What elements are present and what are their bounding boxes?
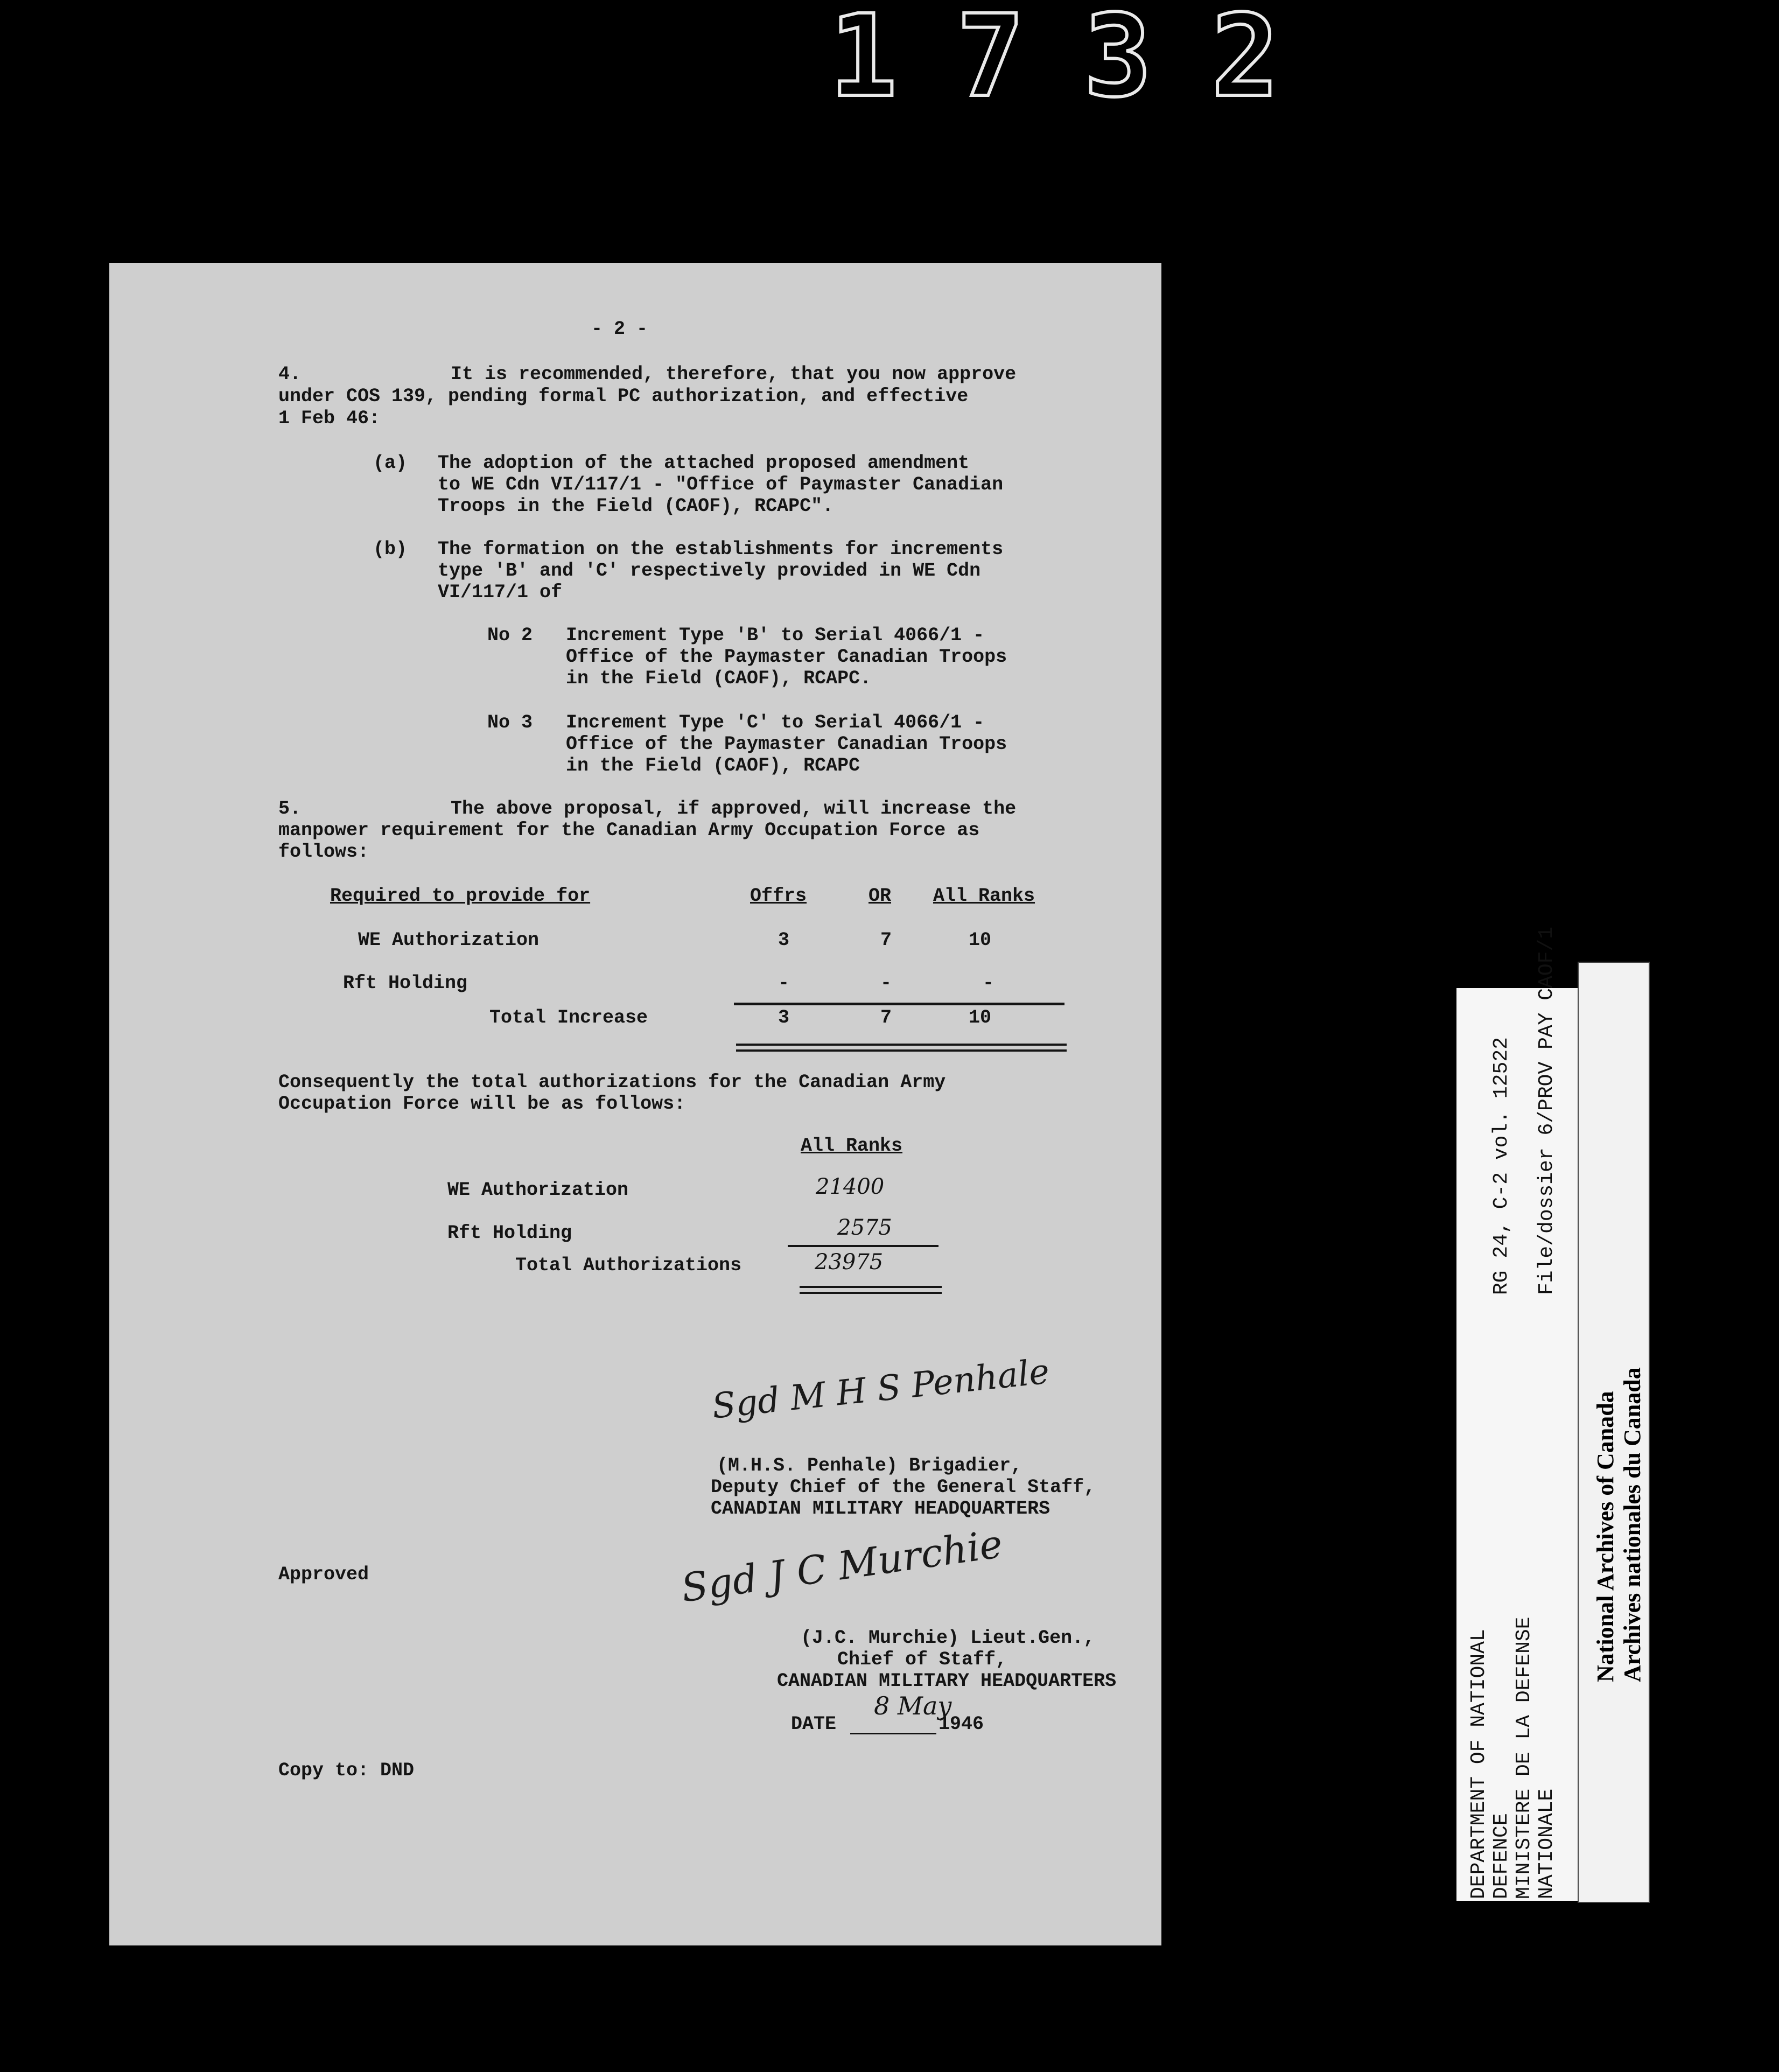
archives-label <box>1578 962 1650 1903</box>
increment-2-line: in the Field (CAOF), RCAPC. <box>566 668 872 689</box>
item-a-line: The adoption of the attached proposed amendment <box>438 452 970 474</box>
page-marker: - 2 - <box>591 318 648 340</box>
table-total-offrs: 3 <box>778 1007 790 1028</box>
para5-number: 5. <box>278 798 302 820</box>
item-b-label: (b) <box>373 538 408 560</box>
table-cell-or: - <box>880 972 892 994</box>
increment-3-label: No 3 <box>487 712 533 733</box>
item-b-line: The formation on the establishments for increments <box>438 538 1004 560</box>
consequently-line: Occupation Force will be as follows: <box>278 1093 686 1115</box>
reference-label <box>1456 926 1578 1901</box>
increment-2-line: Office of the Paymaster Canadian Troops <box>566 646 1007 668</box>
table-cell-offrs: 3 <box>778 929 790 951</box>
date-handwritten: 8 May <box>874 1691 952 1720</box>
totals-total-label: Total Authorizations <box>515 1255 742 1276</box>
para4-line: It is recommended, therefore, that you now approve <box>451 363 1017 385</box>
table-total-double-rule <box>736 1049 1067 1052</box>
handwritten-signature-penhale: Sgd M H S Penhale <box>710 1352 1052 1427</box>
para4-number: 4. <box>278 363 302 385</box>
signature2-hq: CANADIAN MILITARY HEADQUARTERS <box>777 1670 1117 1692</box>
para5-line: The above proposal, if approved, will increase the <box>451 798 1017 820</box>
item-a-line: to WE Cdn VI/117/1 - "Office of Paymaster Canadian <box>438 474 1004 495</box>
table-total-double-rule <box>736 1044 1067 1046</box>
para5-line: follows: <box>278 841 369 863</box>
totals-row-label: WE Authorization <box>447 1179 629 1201</box>
table-cell-offrs: - <box>778 972 790 994</box>
signature2-name: (J.C. Murchie) Lieut.Gen., <box>801 1627 1095 1649</box>
signature1-hq: CANADIAN MILITARY HEADQUARTERS <box>711 1498 1050 1520</box>
document-page <box>109 263 1161 1945</box>
increase-table-header-label: Required to provide for <box>330 885 591 907</box>
table-total-label: Total Increase <box>489 1007 648 1028</box>
signature1-name: (M.H.S. Penhale) Brigadier, <box>717 1455 1022 1476</box>
date-label: DATE <box>791 1713 837 1735</box>
totals-total-value: 23975 <box>815 1250 884 1275</box>
increase-table-header-or: OR <box>869 885 892 907</box>
department-en-line2: DEFENCE <box>1490 1813 1513 1899</box>
item-b-line: VI/117/1 of <box>438 582 563 603</box>
table-total-or: 7 <box>880 1007 892 1028</box>
table-row-label: Rft Holding <box>343 972 468 994</box>
department-fr-line2: NATIONALE <box>1535 1788 1558 1899</box>
increase-table-header-all: All Ranks <box>933 885 1035 907</box>
signature1-title: Deputy Chief of the General Staff, <box>711 1476 1096 1498</box>
archives-name-en: National Archives of Canada <box>1592 1391 1619 1682</box>
totals-row-value: 21400 <box>816 1174 885 1199</box>
increase-table-header-offrs: Offrs <box>750 885 807 907</box>
increment-3-line: Increment Type 'C' to Serial 4066/1 - <box>566 712 985 733</box>
table-cell-or: 7 <box>880 929 892 951</box>
table-row-label: WE Authorization <box>358 929 540 951</box>
table-total-all: 10 <box>969 1007 992 1028</box>
signature2-title: Chief of Staff, <box>837 1649 1007 1670</box>
increment-2-line: Increment Type 'B' to Serial 4066/1 - <box>566 625 985 646</box>
table-cell-all: - <box>983 972 994 994</box>
table-subtotal-rule <box>734 1003 1064 1005</box>
copy-to: Copy to: DND <box>278 1760 415 1781</box>
totals-table-header: All Ranks <box>801 1135 903 1157</box>
date-year: 1946 <box>938 1713 984 1735</box>
para4-line: 1 Feb 46: <box>278 408 381 429</box>
department-en-line1: DEPARTMENT OF NATIONAL <box>1467 1629 1490 1899</box>
increment-2-label: No 2 <box>487 625 533 646</box>
item-a-label: (a) <box>373 452 408 474</box>
item-b-line: type 'B' and 'C' respectively provided in WE Cdn <box>438 560 981 582</box>
reference-file: File/dossier 6/PROV PAY CAOF/1 <box>1535 926 1558 1295</box>
reference-record-group: RG 24, C-2 vol. 12522 <box>1490 1037 1513 1295</box>
increment-3-line: in the Field (CAOF), RCAPC <box>566 755 860 776</box>
archives-name-fr: Archives nationales du Canada <box>1619 1367 1645 1682</box>
totals-row-label: Rft Holding <box>447 1222 572 1244</box>
frame-number: 1732 <box>829 0 1339 122</box>
totals-double-rule <box>800 1292 942 1294</box>
para4-line: under COS 139, pending formal PC authorization, and effective <box>278 386 969 407</box>
totals-subtotal-rule <box>788 1245 938 1247</box>
consequently-line: Consequently the total authorizations for the Canadian Army <box>278 1072 946 1093</box>
table-cell-all: 10 <box>969 929 992 951</box>
department-fr-line1: MINISTERE DE LA DEFENSE <box>1512 1616 1536 1899</box>
totals-row-value: 2575 <box>837 1215 892 1240</box>
para5-line: manpower requirement for the Canadian Army Occupation Force as <box>278 820 980 841</box>
approved-label: Approved <box>278 1564 369 1585</box>
increment-3-line: Office of the Paymaster Canadian Troops <box>566 733 1007 755</box>
date-underline <box>850 1733 936 1734</box>
handwritten-signature-murchie: Sgd J C Murchie <box>678 1521 1005 1611</box>
item-a-line: Troops in the Field (CAOF), RCAPC". <box>438 495 834 517</box>
totals-double-rule <box>800 1286 942 1288</box>
